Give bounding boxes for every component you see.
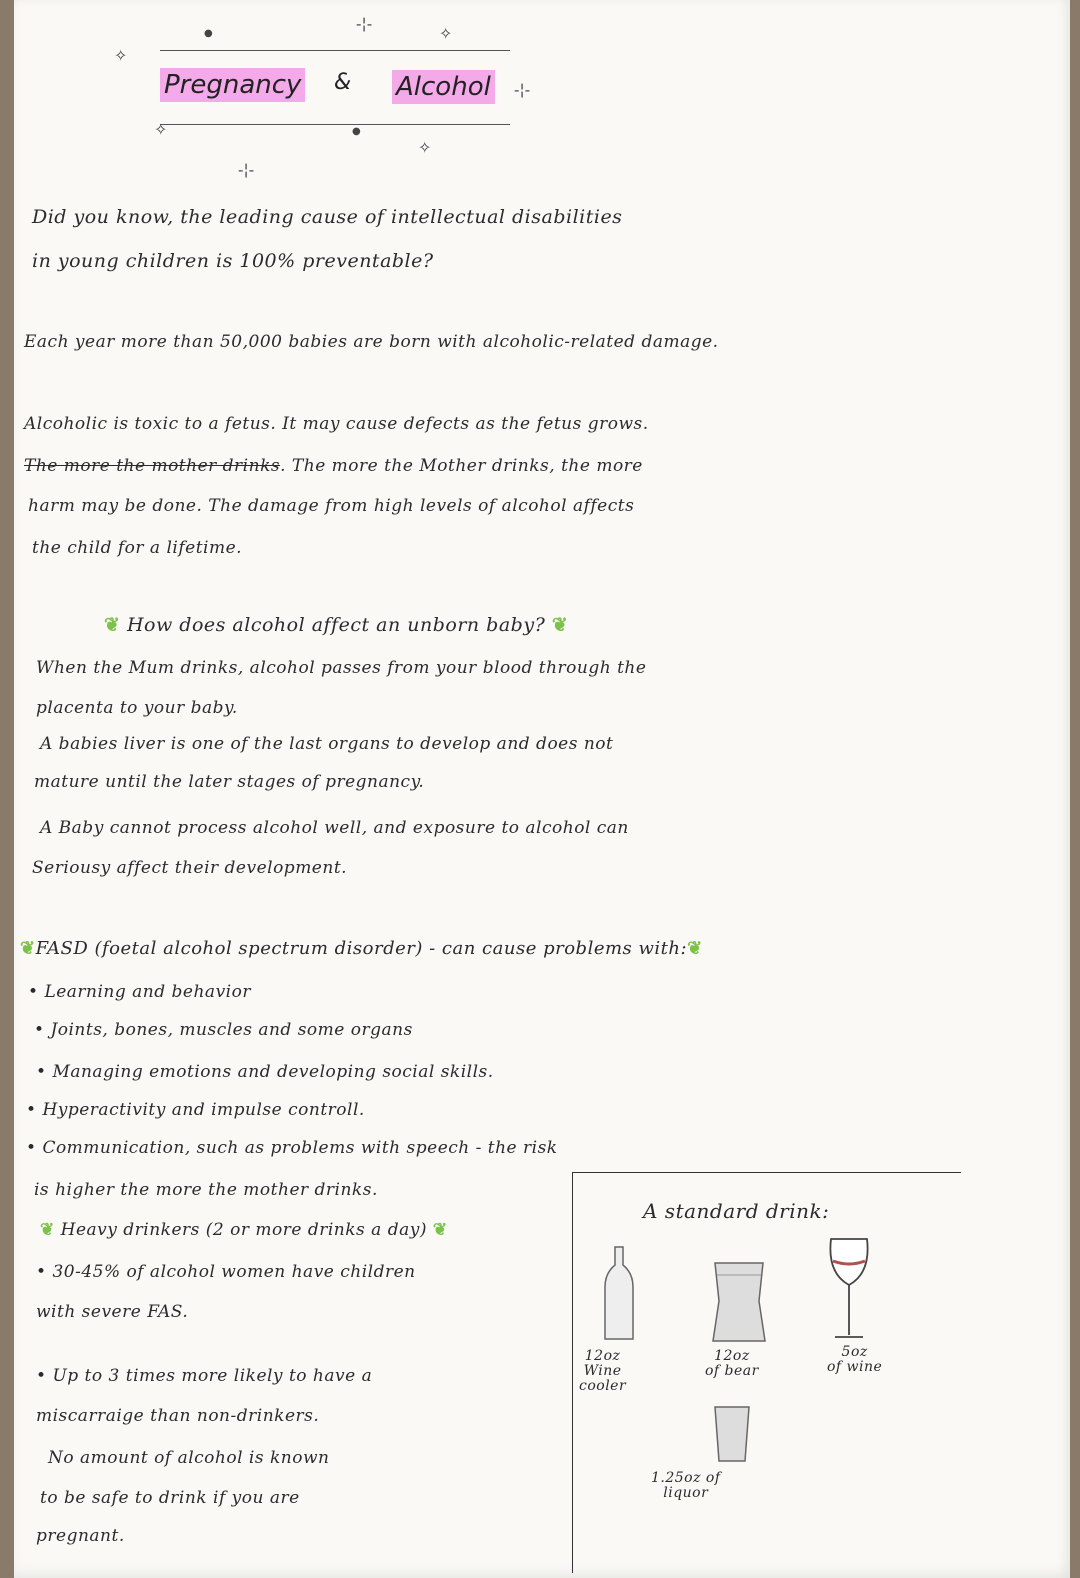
drink-label-line: 1.25oz of (651, 1470, 721, 1486)
title-bottom-rule (160, 124, 510, 125)
safety-line-1: No amount of alcohol is known (48, 1448, 330, 1468)
stat-line: Each year more than 50,000 babies are born with alcoholic-related damage. (24, 332, 719, 352)
standard-drink-box (572, 1172, 961, 1573)
fasd-item-text: Hyperactivity and impulse controll. (42, 1100, 365, 1120)
title-connector: & (334, 70, 352, 95)
toxic-line-3: harm may be done. The damage from high levels of alcohol affects (28, 496, 635, 516)
drink-label-line: of wine (827, 1359, 883, 1375)
sparkle-icon: -¦- (514, 80, 531, 99)
notebook-page (14, 0, 1070, 1578)
question-line-1: When the Mum drinks, alcohol passes from your blood through the (36, 658, 647, 678)
question-heading (104, 614, 568, 636)
question-heading-text: How does alcohol affect an unborn baby? (126, 614, 546, 636)
sparkle-icon: ✧ (418, 138, 432, 157)
heavy-bullet-text: 30-45% of alcohol women have children (52, 1262, 416, 1282)
fasd-item: • Joints, bones, muscles and some organs (34, 1020, 413, 1040)
title-block (154, 40, 514, 130)
fasd-item-text: Communication, such as problems with speech - the risk (42, 1138, 558, 1158)
fasd-item: • Communication, such as problems with speech - the risk (26, 1138, 558, 1158)
safety-line-3: pregnant. (36, 1526, 125, 1546)
heavy-bullet-text: Up to 3 times more likely to have a (52, 1366, 373, 1386)
fasd-item-continuation: is higher the more the mother drinks. (34, 1180, 378, 1200)
heavy-heading-text: Heavy drinkers (2 or more drinks a day) (60, 1220, 427, 1240)
toxic-line-1: Alcoholic is toxic to a fetus. It may cause defects as the fetus grows. (24, 414, 649, 434)
struck-text: The more the mother drinks (24, 456, 281, 476)
sparkle-icon: ✧ (439, 24, 453, 43)
intro-line-1: Did you know, the leading cause of intellectual disabilities (32, 206, 623, 228)
heavy-bullet-1-continuation: with severe FAS. (36, 1302, 189, 1322)
wine-cooler-bottle-icon (599, 1243, 639, 1343)
drink-label-line: cooler (579, 1378, 627, 1394)
fasd-item-text: Joints, bones, muscles and some organs (50, 1020, 413, 1040)
toxic-line-4: the child for a lifetime. (32, 538, 243, 558)
fasd-item: • Learning and behavior (28, 982, 251, 1002)
title-word-alcohol: Alcohol (392, 70, 495, 104)
drink-label (579, 1349, 626, 1394)
dot-icon: ● (352, 126, 361, 137)
question-line-3: A babies liver is one of the last organs to develop and does not (40, 734, 614, 754)
heavy-bullet-1: • 30-45% of alcohol women have children (36, 1262, 416, 1282)
leaf-icon: ❦ (20, 938, 36, 959)
drink-label (705, 1349, 759, 1379)
leaf-icon: ❦ (687, 938, 703, 959)
title-word-pregnancy: Pregnancy (160, 68, 305, 102)
heavy-bullet-2-continuation: miscarraige than non-drinkers. (36, 1406, 320, 1426)
sparkle-icon: ✧ (154, 120, 168, 139)
question-line-6: Seriousy affect their development. (32, 858, 348, 878)
sparkle-icon: -¦- (238, 160, 255, 179)
drink-label-line: liquor (663, 1485, 709, 1501)
leaf-icon: ❦ (432, 1220, 448, 1240)
fasd-heading (20, 938, 703, 959)
fasd-item: • Managing emotions and developing social skills. (36, 1062, 494, 1082)
fasd-item-text: Learning and behavior (44, 982, 251, 1002)
drink-label-line: 12oz (714, 1348, 750, 1364)
drink-label (651, 1471, 721, 1501)
wine-glass-icon (825, 1235, 875, 1345)
heavy-heading (40, 1220, 448, 1240)
fasd-heading-text: FASD (foetal alcohol spectrum disorder) - can cause problems with: (35, 938, 688, 959)
fasd-item-text: Managing emotions and developing social skills. (52, 1062, 494, 1082)
question-line-4: mature until the later stages of pregnancy. (34, 772, 425, 792)
toxic-line-2-text: . The more the Mother drinks, the more (280, 456, 643, 476)
question-line-5: A Baby cannot process alcohol well, and exposure to alcohol can (40, 818, 629, 838)
drink-label (827, 1345, 882, 1375)
drink-label-line: 12oz (584, 1348, 621, 1364)
drink-label-line: 5oz (841, 1344, 868, 1360)
drink-label-line: of bear (705, 1363, 759, 1379)
heavy-bullet-2: • Up to 3 times more likely to have a (36, 1366, 373, 1386)
safety-line-2: to be safe to drink if you are (40, 1488, 300, 1508)
leaf-icon: ❦ (40, 1220, 55, 1240)
sparkle-icon: ✧ (114, 46, 128, 65)
dot-icon: ● (204, 28, 213, 39)
standard-drink-title: A standard drink: (643, 1199, 830, 1223)
fasd-item: • Hyperactivity and impulse controll. (26, 1100, 365, 1120)
drink-label-line: Wine (583, 1363, 622, 1379)
leaf-icon: ❦ (551, 614, 569, 636)
beer-glass-icon (711, 1261, 767, 1343)
toxic-line-2 (24, 456, 643, 476)
leaf-icon: ❦ (104, 614, 121, 636)
shot-glass-icon (713, 1405, 753, 1465)
question-line-2: placenta to your baby. (36, 698, 238, 718)
sparkle-icon: -¦- (356, 14, 373, 33)
title-top-rule (160, 50, 510, 51)
intro-line-2: in young children is 100% preventable? (32, 250, 434, 272)
